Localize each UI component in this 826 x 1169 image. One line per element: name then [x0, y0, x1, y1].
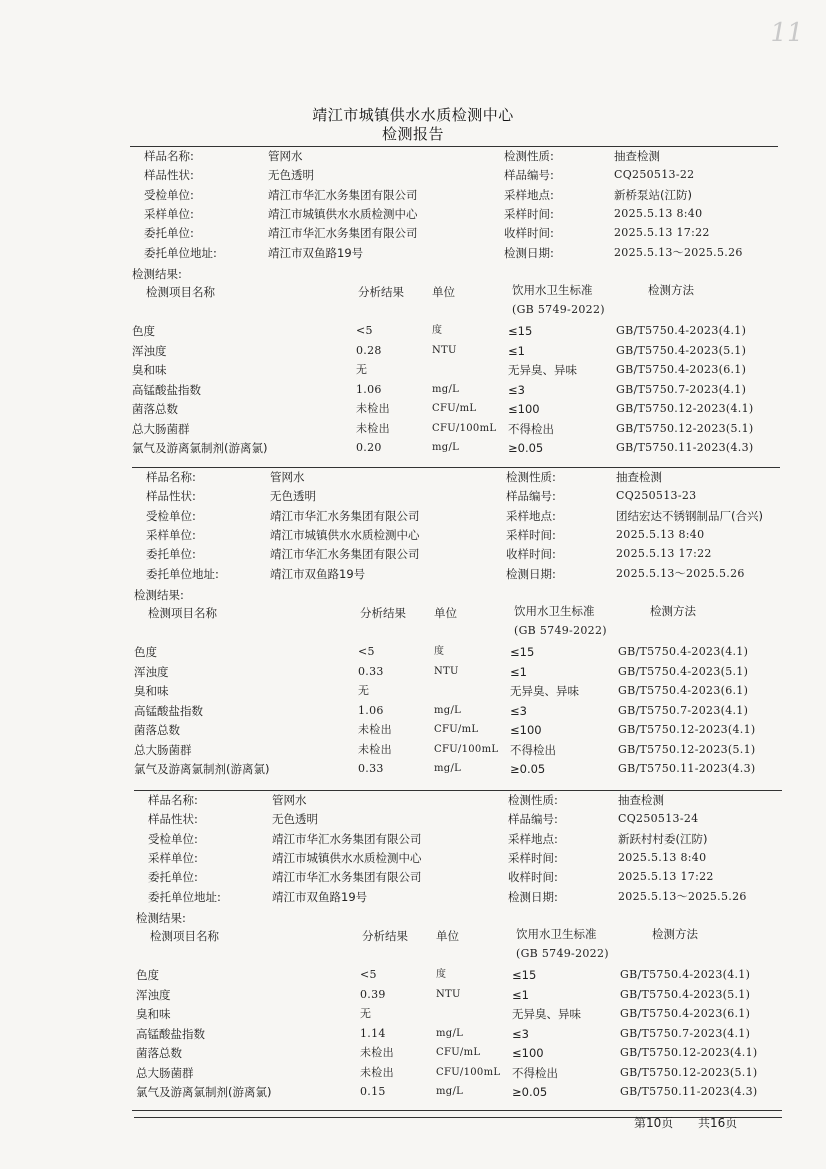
row-result: 无: [356, 363, 368, 376]
row-method: GB/T5750.4-2023(6.1): [616, 363, 747, 376]
row-unit: CFU/100mL: [436, 1066, 501, 1078]
row-standard: ≤100: [508, 402, 540, 416]
row-standard: ≤100: [512, 1046, 544, 1060]
field-label-test-date: 检测日期:: [504, 245, 554, 260]
row-method: GB/T5750.4-2023(6.1): [618, 684, 749, 697]
col-header-item: 检测项目名称: [148, 606, 217, 620]
row-method: GB/T5750.4-2023(4.1): [620, 968, 751, 981]
row-method: GB/T5750.12-2023(4.1): [618, 723, 756, 736]
field-value-receiving-unit: 靖江市华汇水务集团有限公司: [268, 187, 418, 202]
field-label-sample-name: 样品名称:: [148, 793, 198, 807]
row-item-name: 臭和味: [134, 684, 169, 698]
row-result: 1.14: [360, 1026, 386, 1040]
field-value-sample-nature: 无色透明: [268, 168, 314, 183]
page-number: 第10页: [634, 1116, 674, 1130]
row-method: GB/T5750.7-2023(4.1): [620, 1026, 751, 1040]
row-result: 无: [360, 1007, 372, 1020]
row-method: GB/T5750.7-2023(4.1): [618, 703, 749, 717]
row-result: 未检出: [358, 723, 392, 736]
row-unit: CFU/mL: [436, 1047, 481, 1058]
row-item-name: 臭和味: [132, 363, 167, 377]
field-value-receive-time: 2025.5.13 17:22: [616, 547, 712, 561]
field-label-client-unit: 委托单位:: [144, 226, 194, 241]
field-label-test-type: 检测性质:: [504, 149, 554, 163]
row-standard: ≤3: [508, 382, 525, 397]
row-method: GB/T5750.4-2023(5.1): [618, 664, 749, 678]
row-standard: 无异臭、异味: [512, 1007, 581, 1021]
row-unit: mg/L: [434, 704, 462, 716]
field-value-test-type: 抽查检测: [614, 149, 660, 163]
col-header-standard-ref: (GB 5749-2022): [514, 624, 607, 637]
field-value-receive-time: 2025.5.13 17:22: [614, 226, 710, 240]
row-method: GB/T5750.12-2023(5.1): [618, 742, 756, 756]
field-value-sample-name: 管网水: [270, 470, 305, 484]
col-header-result: 分析结果: [360, 606, 406, 620]
field-label-sample-name: 样品名称:: [146, 470, 196, 484]
field-value-client-unit: 靖江市华汇水务集团有限公司: [272, 870, 422, 885]
row-unit: CFU/mL: [432, 403, 477, 414]
col-header-item: 检测项目名称: [150, 929, 219, 943]
field-label-sample-no: 样品编号:: [504, 168, 554, 183]
field-value-client-unit: 靖江市华汇水务集团有限公司: [270, 547, 420, 562]
row-result: 0.28: [356, 343, 382, 357]
field-value-client-address: 靖江市双鱼路19号: [270, 566, 366, 581]
row-method: GB/T5750.11-2023(4.3): [618, 762, 756, 775]
field-value-sample-no: CQ250513-24: [618, 812, 699, 826]
row-item-name: 浑浊度: [132, 343, 167, 358]
field-label-sample-no: 样品编号:: [508, 812, 558, 827]
row-result: 0.33: [358, 762, 384, 775]
row-result: 0.39: [360, 987, 386, 1001]
row-item-name: 色度: [132, 324, 155, 338]
field-label-sample-no: 样品编号:: [506, 489, 556, 504]
field-label-sample-name: 样品名称:: [144, 149, 194, 163]
col-header-result: 分析结果: [362, 929, 408, 943]
field-label-client-address: 委托单位地址:: [146, 566, 219, 581]
row-result: 未检出: [356, 402, 390, 415]
field-label-client-address: 委托单位地址:: [148, 889, 221, 904]
field-label-receiving-unit: 受检单位:: [146, 508, 196, 523]
col-header-result: 分析结果: [358, 285, 404, 299]
row-item-name: 总大肠菌群: [132, 421, 190, 436]
row-unit: NTU: [434, 665, 459, 677]
field-value-sampling-site: 新跃村村委(江防): [618, 831, 708, 846]
row-item-name: 氯气及游离氯制剂(游离氯): [132, 441, 268, 455]
field-label-receive-time: 收样时间:: [506, 547, 556, 562]
row-item-name: 菌落总数: [134, 723, 180, 737]
field-label-sample-nature: 样品性状:: [148, 812, 198, 827]
row-standard: 无异臭、异味: [508, 363, 577, 377]
row-standard: ≤1: [508, 343, 525, 358]
field-value-client-address: 靖江市双鱼路19号: [268, 245, 364, 260]
block-bottom-rule: [134, 1117, 782, 1118]
row-item-name: 色度: [136, 968, 159, 982]
col-header-unit: 单位: [434, 606, 457, 620]
row-result: 1.06: [356, 382, 382, 396]
row-unit: CFU/100mL: [434, 743, 499, 755]
field-label-sampling-time: 采样时间:: [506, 527, 556, 542]
row-unit: 度: [432, 325, 443, 336]
col-header-standard-ref: (GB 5749-2022): [512, 303, 605, 316]
row-standard: ≤3: [512, 1026, 529, 1041]
row-result: 未检出: [360, 1065, 394, 1079]
row-standard: ≥0.05: [508, 441, 544, 455]
field-label-sample-nature: 样品性状:: [144, 168, 194, 183]
field-label-test-date: 检测日期:: [508, 889, 558, 904]
col-header-method: 检测方法: [652, 927, 698, 941]
field-value-receiving-unit: 靖江市华汇水务集团有限公司: [270, 508, 420, 523]
row-method: GB/T5750.12-2023(5.1): [616, 421, 754, 435]
row-item-name: 高锰酸盐指数: [136, 1026, 205, 1041]
row-item-name: 氯气及游离氯制剂(游离氯): [136, 1085, 272, 1099]
sample-block: [134, 790, 774, 1118]
row-item-name: 臭和味: [136, 1007, 171, 1021]
row-method: GB/T5750.12-2023(4.1): [616, 402, 754, 415]
row-item-name: 菌落总数: [132, 402, 178, 416]
row-standard: ≤100: [510, 723, 542, 737]
row-item-name: 高锰酸盐指数: [132, 382, 201, 397]
field-value-sampling-unit: 靖江市城镇供水水质检测中心: [270, 527, 420, 542]
row-method: GB/T5750.4-2023(5.1): [620, 987, 751, 1001]
row-standard: 不得检出: [510, 742, 556, 757]
field-value-sample-name: 管网水: [268, 149, 303, 163]
row-standard: 不得检出: [508, 421, 554, 436]
row-result: 0.20: [356, 441, 382, 454]
field-label-test-date: 检测日期:: [506, 566, 556, 581]
col-header-method: 检测方法: [648, 283, 694, 297]
row-result: 未检出: [356, 421, 390, 435]
row-item-name: 浑浊度: [136, 987, 171, 1002]
row-method: GB/T5750.4-2023(4.1): [618, 645, 749, 658]
row-item-name: 浑浊度: [134, 664, 169, 679]
field-label-receive-time: 收样时间:: [508, 870, 558, 885]
col-header-standard-ref: (GB 5749-2022): [516, 947, 609, 960]
field-value-sample-name: 管网水: [272, 793, 307, 807]
row-method: GB/T5750.7-2023(4.1): [616, 382, 747, 396]
field-value-sampling-unit: 靖江市城镇供水水质检测中心: [268, 206, 418, 221]
field-value-sample-no: CQ250513-22: [614, 168, 695, 182]
field-value-receive-time: 2025.5.13 17:22: [618, 870, 714, 884]
row-item-name: 高锰酸盐指数: [134, 703, 203, 718]
results-heading: 检测结果:: [132, 267, 182, 281]
row-result: 未检出: [360, 1046, 394, 1059]
row-unit: mg/L: [436, 1027, 464, 1039]
row-unit: mg/L: [434, 763, 462, 774]
field-value-test-date: 2025.5.13～2025.5.26: [616, 566, 745, 580]
row-result: 无: [358, 684, 370, 697]
field-label-sampling-unit: 采样单位:: [144, 206, 194, 221]
field-label-sampling-site: 采样地点:: [508, 831, 558, 846]
field-value-sampling-unit: 靖江市城镇供水水质检测中心: [272, 850, 422, 865]
row-standard: 无异臭、异味: [510, 684, 579, 698]
field-value-sample-nature: 无色透明: [270, 489, 316, 504]
field-value-sampling-time: 2025.5.13 8:40: [614, 206, 703, 220]
col-header-standard: 饮用水卫生标准: [512, 283, 593, 297]
report-title: 检测报告: [381, 125, 444, 143]
row-method: GB/T5750.12-2023(5.1): [620, 1065, 758, 1079]
org-title: 靖江市城镇供水水质检测中心: [312, 106, 514, 124]
field-label-receiving-unit: 受检单位:: [148, 831, 198, 846]
row-unit: CFU/100mL: [432, 422, 497, 434]
col-header-unit: 单位: [432, 285, 455, 299]
field-value-test-type: 抽查检测: [616, 470, 662, 484]
field-value-client-address: 靖江市双鱼路19号: [272, 889, 368, 904]
row-standard: ≤3: [510, 703, 527, 718]
row-result: 未检出: [358, 742, 392, 756]
field-label-sampling-site: 采样地点:: [506, 508, 556, 523]
field-label-client-unit: 委托单位:: [146, 547, 196, 562]
row-unit: mg/L: [436, 1086, 464, 1097]
sample-block: [132, 467, 772, 795]
field-label-receive-time: 收样时间:: [504, 226, 554, 241]
col-header-unit: 单位: [436, 929, 459, 943]
row-standard: 不得检出: [512, 1065, 558, 1080]
field-value-sample-no: CQ250513-23: [616, 489, 697, 503]
field-label-sampling-unit: 采样单位:: [146, 527, 196, 542]
block-top-rule: [130, 146, 778, 147]
field-label-sampling-time: 采样时间:: [508, 850, 558, 865]
row-method: GB/T5750.4-2023(5.1): [616, 343, 747, 357]
row-item-name: 色度: [134, 645, 157, 659]
field-value-sampling-site: 新桥泵站(江防): [614, 187, 692, 202]
field-label-sampling-site: 采样地点:: [504, 187, 554, 202]
field-label-sample-nature: 样品性状:: [146, 489, 196, 504]
field-label-test-type: 检测性质:: [506, 470, 556, 484]
row-item-name: 总大肠菌群: [136, 1065, 194, 1080]
row-result: 1.06: [358, 703, 384, 717]
row-standard: ≥0.05: [510, 762, 546, 776]
row-standard: ≤15: [512, 968, 537, 982]
row-unit: NTU: [436, 988, 461, 1000]
block-top-rule: [132, 467, 780, 468]
row-method: GB/T5750.4-2023(6.1): [620, 1007, 751, 1020]
col-header-item: 检测项目名称: [146, 285, 215, 299]
col-header-standard: 饮用水卫生标准: [514, 604, 595, 618]
field-label-receiving-unit: 受检单位:: [144, 187, 194, 202]
footer-divider: [132, 1110, 782, 1111]
row-unit: 度: [436, 969, 447, 980]
row-standard: ≤1: [512, 987, 529, 1002]
row-method: GB/T5750.11-2023(4.3): [620, 1085, 758, 1098]
handwritten-mark: 11: [767, 18, 806, 48]
row-result: <5: [356, 324, 373, 337]
field-value-test-type: 抽查检测: [618, 793, 664, 807]
field-label-client-address: 委托单位地址:: [144, 245, 217, 260]
row-standard: ≤15: [508, 324, 533, 338]
field-label-sampling-unit: 采样单位:: [148, 850, 198, 865]
row-method: GB/T5750.4-2023(4.1): [616, 324, 747, 337]
field-label-test-type: 检测性质:: [508, 793, 558, 807]
field-value-sampling-time: 2025.5.13 8:40: [616, 527, 705, 541]
row-unit: mg/L: [432, 383, 460, 395]
field-value-sampling-site: 团结宏达不锈钢制品厂(合兴): [616, 508, 763, 523]
row-item-name: 菌落总数: [136, 1046, 182, 1060]
row-unit: 度: [434, 646, 445, 657]
field-label-sampling-time: 采样时间:: [504, 206, 554, 221]
row-result: <5: [360, 968, 377, 981]
sample-block: [130, 146, 770, 474]
results-heading: 检测结果:: [134, 588, 184, 602]
row-standard: ≥0.05: [512, 1085, 548, 1099]
field-label-client-unit: 委托单位:: [148, 870, 198, 885]
row-result: <5: [358, 645, 375, 658]
block-top-rule: [134, 790, 782, 791]
col-header-standard: 饮用水卫生标准: [516, 927, 597, 941]
row-result: 0.33: [358, 664, 384, 678]
row-result: 0.15: [360, 1085, 386, 1098]
field-value-sample-nature: 无色透明: [272, 812, 318, 827]
results-heading: 检测结果:: [136, 911, 186, 925]
row-method: GB/T5750.12-2023(4.1): [620, 1046, 758, 1059]
field-value-test-date: 2025.5.13～2025.5.26: [614, 245, 743, 259]
row-unit: NTU: [432, 344, 457, 356]
field-value-receiving-unit: 靖江市华汇水务集团有限公司: [272, 831, 422, 846]
row-method: GB/T5750.11-2023(4.3): [616, 441, 754, 454]
row-item-name: 氯气及游离氯制剂(游离氯): [134, 762, 270, 776]
field-value-client-unit: 靖江市华汇水务集团有限公司: [268, 226, 418, 241]
field-value-test-date: 2025.5.13～2025.5.26: [618, 889, 747, 903]
row-unit: mg/L: [432, 442, 460, 453]
row-item-name: 总大肠菌群: [134, 742, 192, 757]
row-standard: ≤15: [510, 645, 535, 659]
page-total: 共16页: [698, 1116, 738, 1130]
col-header-method: 检测方法: [650, 604, 696, 618]
row-standard: ≤1: [510, 664, 527, 679]
field-value-sampling-time: 2025.5.13 8:40: [618, 850, 707, 864]
row-unit: CFU/mL: [434, 724, 479, 735]
